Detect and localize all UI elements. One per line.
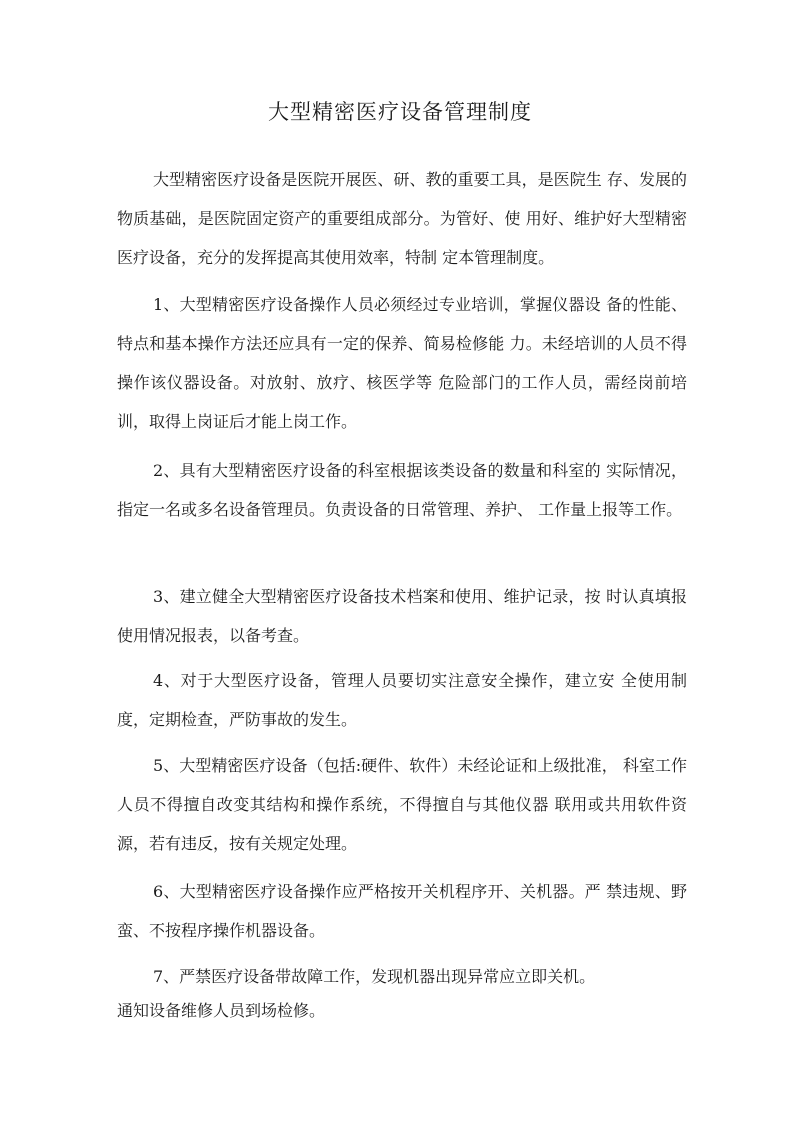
paragraph-item-5: 5、大型精密医疗设备（包括:硬件、软件）未经论证和上级批准， 科室工作人员不得擅自改变其结构和操作系统，不得擅自与其他仪器 联用或共用软件资源，若有违反，按有关规定处理。 bbox=[117, 756, 687, 853]
paragraph-item-4: 4、对于大型医疗设备，管理人员要切实注意安全操作，建立安 全使用制度，定期检查，严防事故的发生。 bbox=[117, 671, 687, 729]
paragraph-item-1: 1、大型精密医疗设备操作人员必须经过专业培训，掌握仪器设 备的性能、特点和基本操作方法还应具有一定的保养、简易检修能 力。未经培训的人员不得操作该仪器设备。对放射、放疗、核医学等 危险部门的工作人员，需经岗前培训，取得上岗证后才能上岗工作。 bbox=[117, 295, 687, 431]
paragraph-item-7: 7、严禁医疗设备带故障工作，发现机器出现异常应立即关机。 bbox=[153, 967, 596, 986]
paragraph-tail-line: 通知设备维修人员到场检修。 bbox=[117, 1001, 326, 1020]
paragraph-item-2: 2、具有大型精密医疗设备的科室根据该类设备的数量和科室的 实际情况，指定一名或多名设备管理员。负责设备的日常管理、养护、 工作量上报等工作。 bbox=[117, 461, 687, 519]
document-title: 大型精密医疗设备管理制度 bbox=[268, 100, 532, 124]
paragraph-intro: 大型精密医疗设备是医院开展医、研、教的重要工具，是医院生 存、发展的物质基础，是医院固定资产的重要组成部分。为管好、使 用好、维护好大型精密医疗设备，充分的发挥提高其使用效率，特制 定本管理制度。 bbox=[117, 170, 687, 267]
paragraph-item-6: 6、大型精密医疗设备操作应严格按开关机程序开、关机器。严 禁违规、野蛮、不按程序操作机器设备。 bbox=[117, 882, 687, 940]
paragraph-item-3: 3、建立健全大型精密医疗设备技术档案和使用、维护记录，按 时认真填报使用情况报表，以备考查。 bbox=[117, 587, 687, 645]
